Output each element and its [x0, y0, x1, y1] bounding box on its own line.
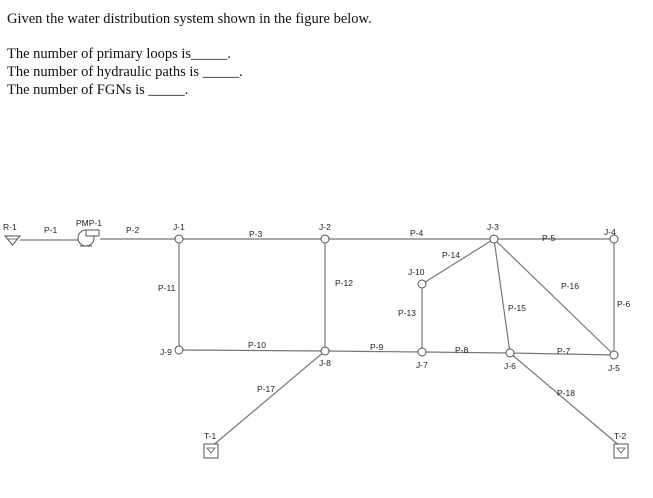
question-primary-loops: The number of primary loops is_____.	[7, 46, 231, 62]
question-fgns: The number of FGNs is _____.	[7, 82, 189, 98]
label-p18: P-18	[557, 388, 575, 398]
label-p6: P-6	[617, 299, 631, 309]
pipe-p14	[422, 239, 494, 284]
label-p10: P-10	[248, 340, 266, 350]
label-p11: P-11	[158, 283, 176, 293]
label-j2: J-2	[319, 222, 331, 232]
label-p2: P-2	[126, 225, 140, 235]
reservoir-r1-icon	[5, 236, 20, 245]
tank-t1-icon	[204, 444, 218, 458]
label-j10: J-10	[408, 267, 425, 277]
label-p9: P-9	[370, 342, 384, 352]
label-j4: J-4	[604, 227, 616, 237]
label-j3: J-3	[487, 222, 499, 232]
junction-j9	[175, 346, 183, 354]
label-p12: P-12	[335, 278, 353, 288]
label-p17: P-17	[257, 384, 275, 394]
label-j1: J-1	[173, 222, 185, 232]
label-p8: P-8	[455, 345, 469, 355]
label-r1: R-1	[3, 222, 17, 232]
label-p16: P-16	[561, 281, 579, 291]
label-j9: J-9	[160, 347, 172, 357]
label-p14: P-14	[442, 250, 460, 260]
label-j8: J-8	[319, 358, 331, 368]
pipe-p15	[494, 239, 510, 353]
label-p5: P-5	[542, 233, 556, 243]
label-p3: P-3	[249, 229, 263, 239]
junction-j1	[175, 235, 183, 243]
label-p1: P-1	[44, 225, 58, 235]
label-p4: P-4	[410, 228, 424, 238]
label-p7: P-7	[557, 346, 571, 356]
question-hydraulic-paths: The number of hydraulic paths is _____.	[7, 64, 243, 80]
label-pmp1: PMP-1	[76, 218, 102, 228]
junction-j8	[321, 347, 329, 355]
pipe-p10	[179, 350, 325, 351]
label-j6: J-6	[504, 361, 516, 371]
junction-j2	[321, 235, 329, 243]
label-p15: P-15	[508, 303, 526, 313]
junction-j7	[418, 348, 426, 356]
pipe-p17	[211, 351, 325, 447]
label-p13: P-13	[398, 308, 416, 318]
junction-j10	[418, 280, 426, 288]
label-t1: T-1	[204, 431, 217, 441]
label-j7: J-7	[416, 360, 428, 370]
label-t2: T-2	[614, 431, 627, 441]
question-title: Given the water distribution system shown in the figure below.	[7, 11, 372, 27]
junction-j3	[490, 235, 498, 243]
pipe-p16	[494, 239, 614, 355]
pump-pmp1-icon	[78, 230, 99, 246]
tank-t2-icon	[614, 444, 628, 458]
junction-j6	[506, 349, 514, 357]
junction-j5	[610, 351, 618, 359]
label-j5: J-5	[608, 363, 620, 373]
pipe-p18	[510, 353, 621, 447]
